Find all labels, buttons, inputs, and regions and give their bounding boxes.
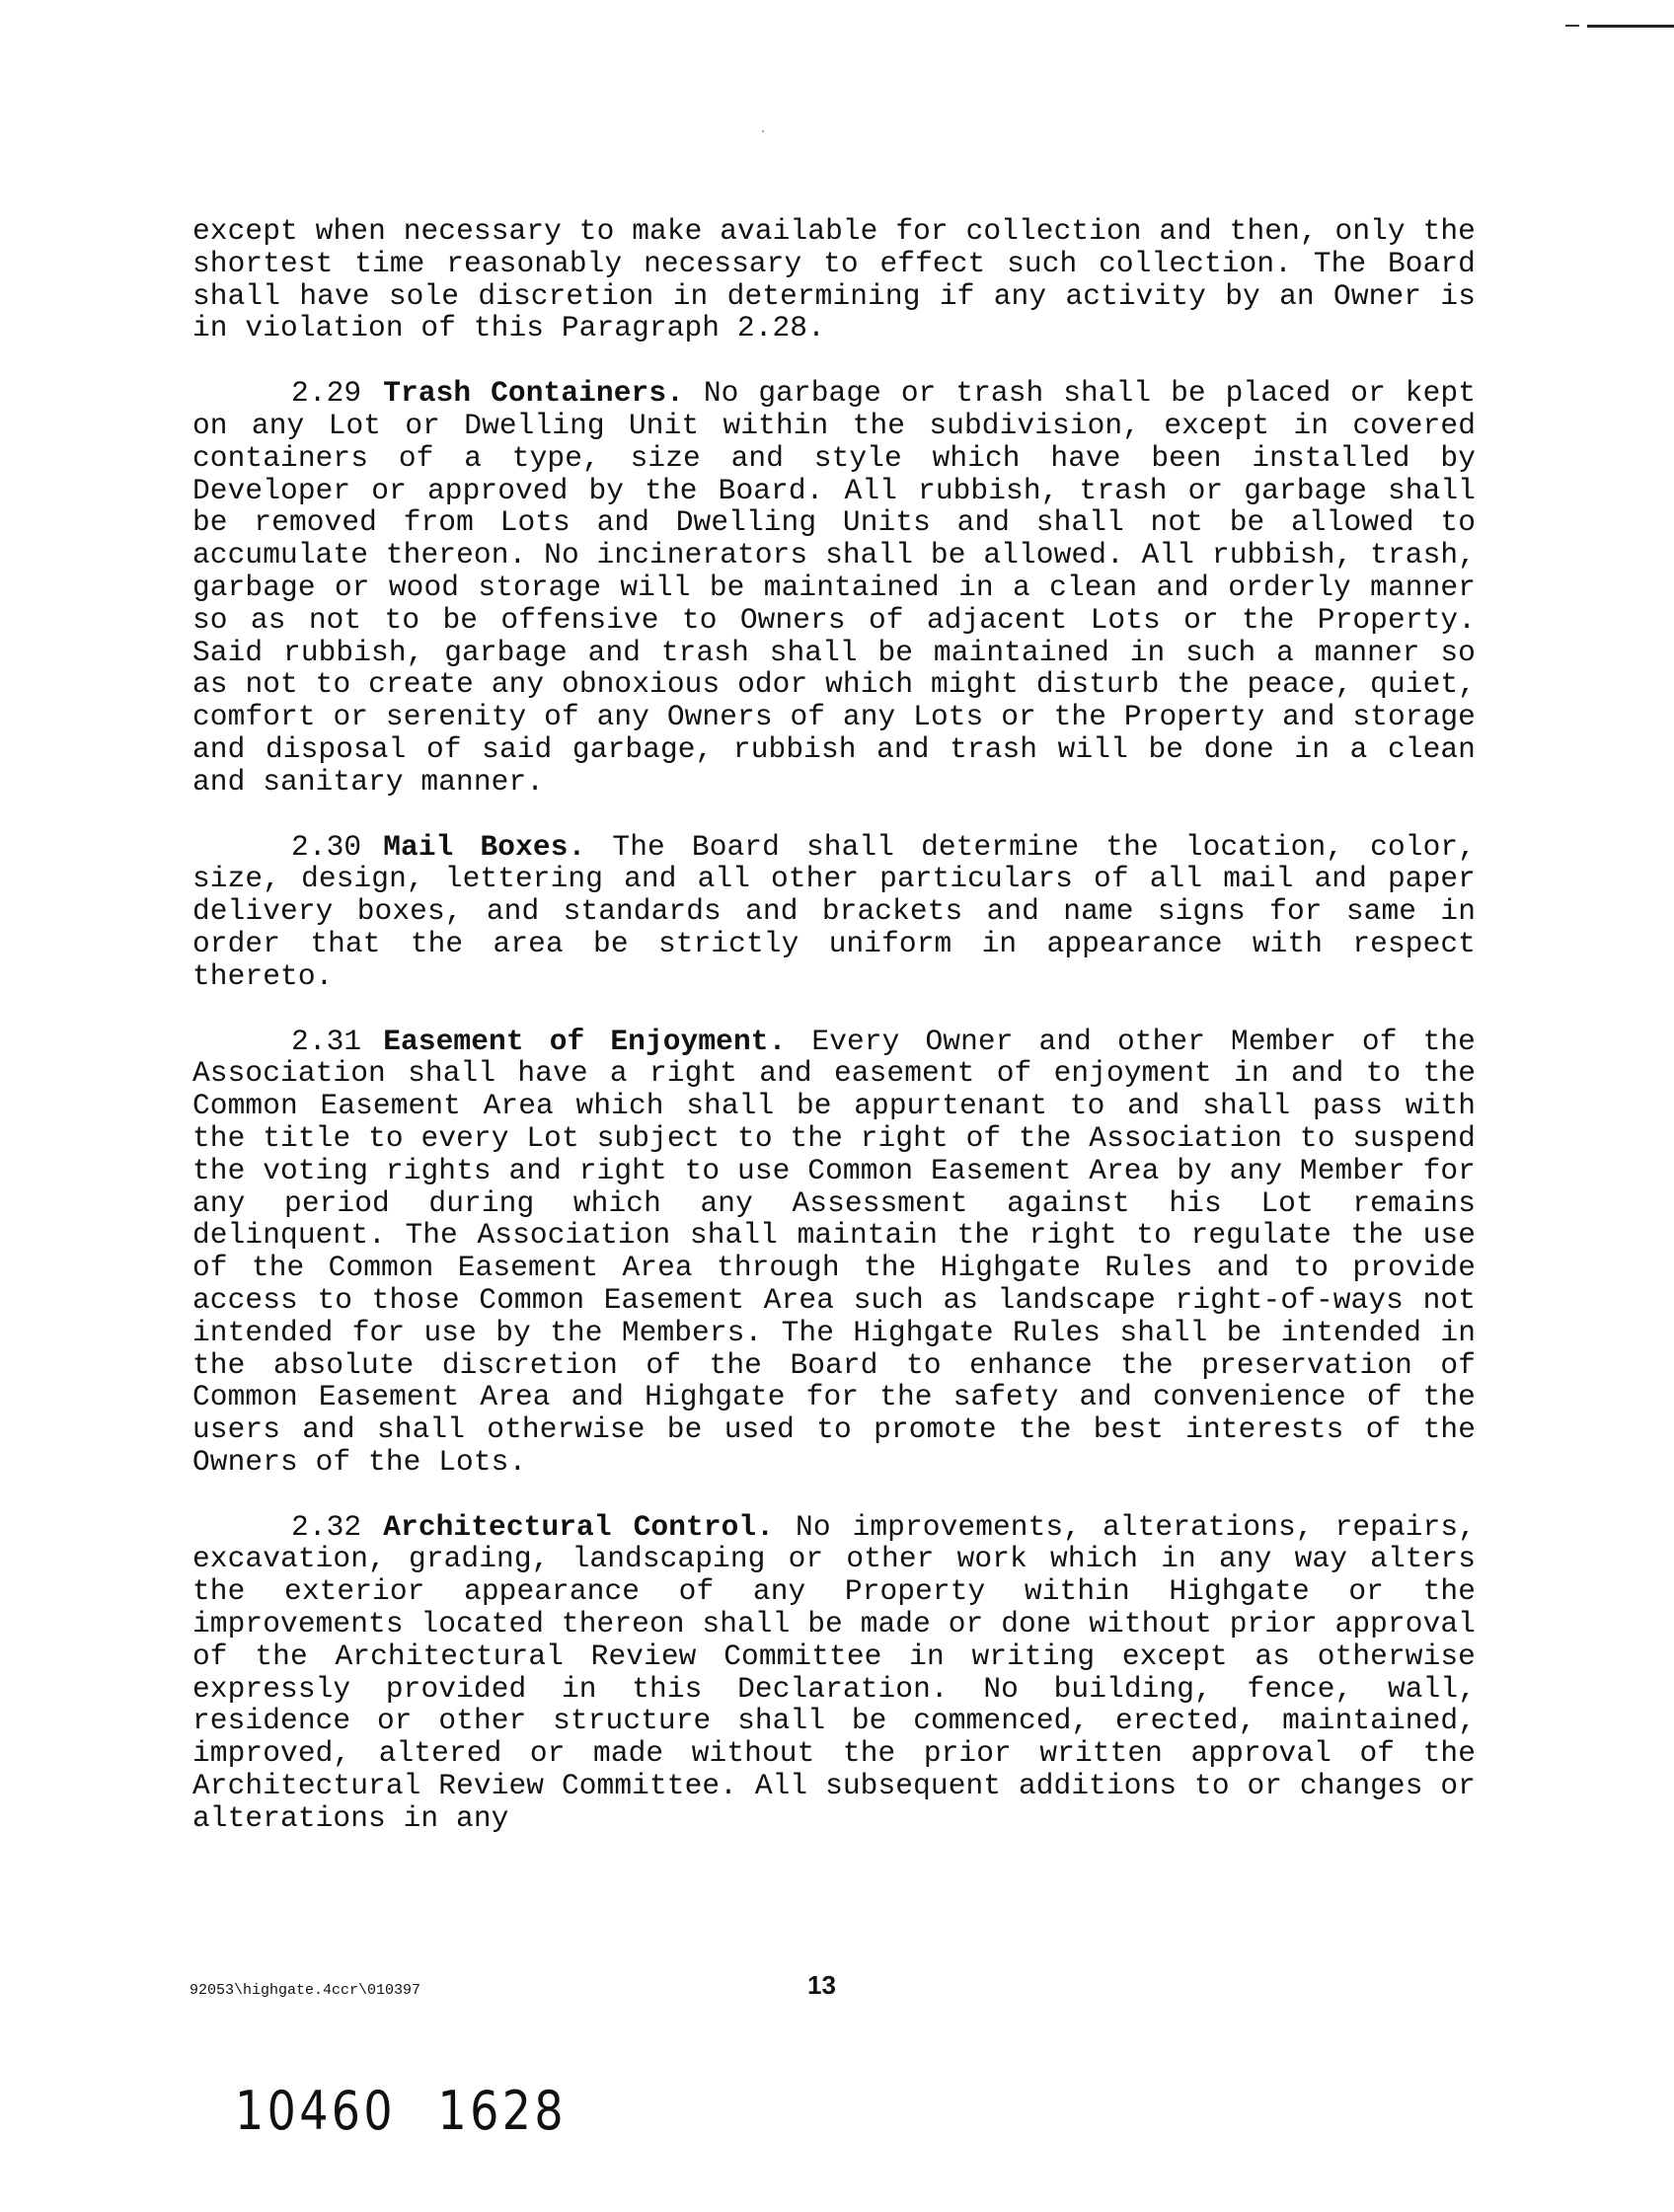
section-heading: Trash Containers. bbox=[383, 376, 684, 411]
recording-stamp bbox=[235, 2080, 567, 2142]
continuation-paragraph: except when necessary to make available for collection and then, only the shortest time reasonably necessary to effect such collection. The Board shall have sole discretion in determining if any activity by an Owner is in violation of this Paragraph 2.28. bbox=[192, 214, 1476, 345]
section-2-30 bbox=[192, 831, 1476, 993]
section-2-31 bbox=[192, 1026, 1476, 1479]
document-body bbox=[192, 215, 1476, 1868]
section-number: 2.29 bbox=[291, 376, 362, 411]
section-text: Every Owner and other Member of the Association shall have a right and easement of enjoyment in and to the Common Easement Area which shall be appurtenant to and shall pass with the title to every Lot subject to the right of the Association to suspend the voting rights and right to use Common Easement Area by any Member for any period during which any Assessment against his Lot remains delinquent. The Association shall maintain the right to regulate the use of the Common Easement Area through the Highgate Rules and to provide access to those Common Easement Area such as landscape right-of-ways not intended for use by the Members. The Highgate Rules shall be intended in the absolute discretion of the Board to enhance the preservation of Common Easement Area and Highgate for the safety and convenience of the users and shall otherwise be used to promote the best interests of the Owners of the Lots. bbox=[192, 1024, 1476, 1479]
scan-speck bbox=[762, 130, 764, 132]
section-text: The Board shall determine the location, color, size, design, lettering and all other particulars of all mail and paper delivery boxes, and standards and brackets and name signs for same in order that the area be strictly uniform in appearance with respect thereto. bbox=[192, 829, 1476, 993]
recording-page-number: 1628 bbox=[437, 2080, 567, 2142]
section-heading: Easement of Enjoyment. bbox=[383, 1024, 787, 1058]
section-number: 2.30 bbox=[291, 829, 362, 864]
section-heading: Architectural Control. bbox=[383, 1509, 775, 1544]
section-number: 2.31 bbox=[291, 1024, 362, 1058]
file-reference: 92053\highgate.4ccr\010397 bbox=[190, 1982, 421, 1999]
scan-edge-mark bbox=[1565, 25, 1674, 28]
section-text: No improvements, alterations, repairs, excavation, grading, landscaping or other work which in any way alters the exterior appearance of any Property within Highgate or the improvements located thereon shall be made or done without prior approval of the Architectural Review Committee in writing except as otherwise expressly provided in this Declaration. No building, fence, wall, residence or other structure shall be commenced, erected, maintained, improved, altered or made without the prior written approval of the Architectural Review Committee. All subsequent additions to or changes or alterations in any bbox=[192, 1509, 1476, 1835]
recording-book-number: 10460 bbox=[235, 2080, 397, 2142]
section-text: No garbage or trash shall be placed or kept on any Lot or Dwelling Unit within the subdivision, except in covered containers of a type, size and style which have been installed by Developer or approved by the Board. All rubbish, trash or garbage shall be removed from Lots and Dwelling Units and shall not be allowed to accumulate thereon. No incinerators shall be allowed. All rubbish, trash, garbage or wood storage will be maintained in a clean and orderly manner so as not to be offensive to Owners of adjacent Lots or the Property. Said rubbish, garbage and trash shall be maintained in such a manner so as not to create any obnoxious odor which might disturb the peace, quiet, comfort or serenity of any Owners of any Lots or the Property and storage and disposal of said garbage, rubbish and trash will be done in a clean and sanitary manner. bbox=[192, 376, 1476, 799]
section-heading: Mail Boxes. bbox=[383, 829, 586, 864]
section-2-32 bbox=[192, 1511, 1476, 1835]
section-number: 2.32 bbox=[291, 1509, 362, 1544]
section-2-29 bbox=[192, 377, 1476, 798]
page-number: 13 bbox=[807, 1970, 836, 2000]
